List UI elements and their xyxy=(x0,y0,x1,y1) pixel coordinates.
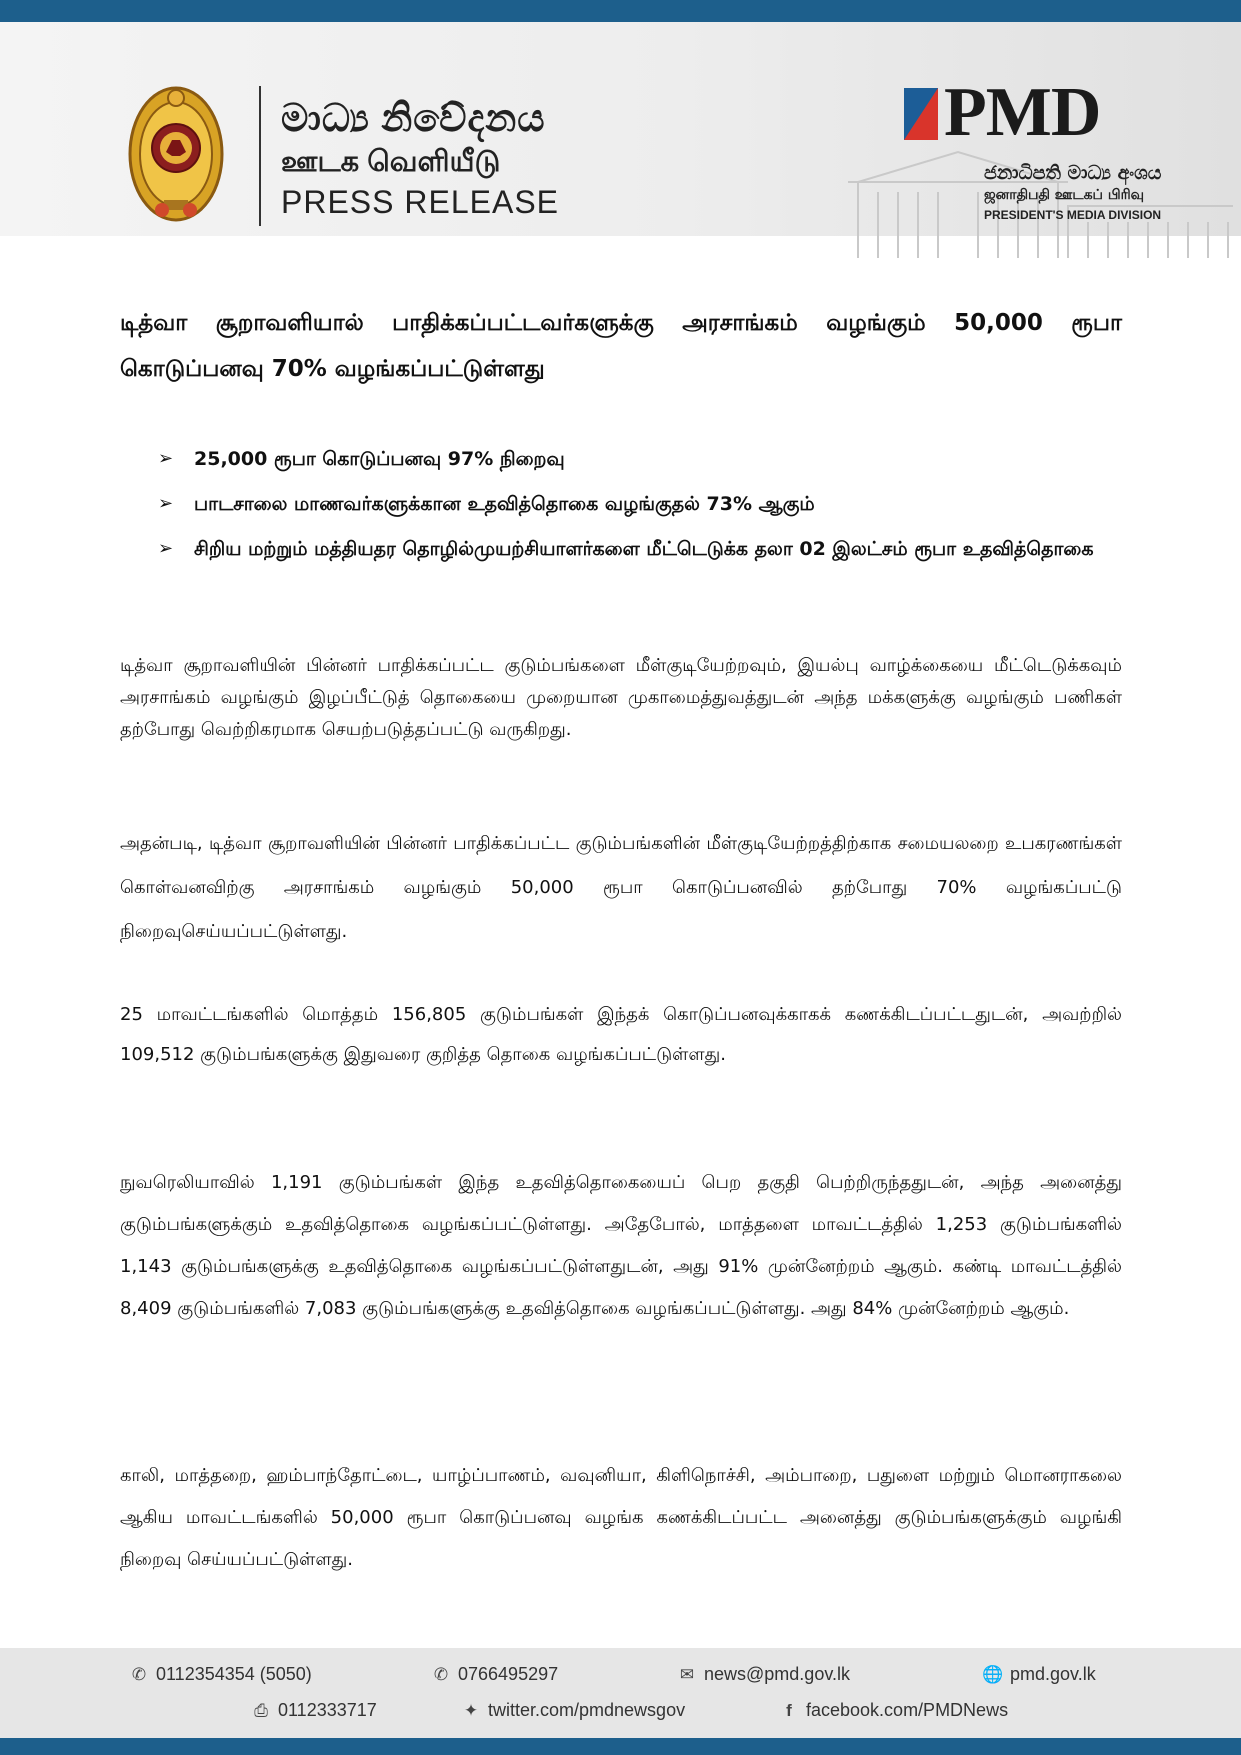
body-paragraph-5: காலி, மாத்தறை, ஹம்பாந்தோட்டை, யாழ்ப்பாணம், வவுனியா, கிளிநொச்சி, அம்பாறை, பதுளை மற்றும் மொனராகலை ஆகிய மாவட்டங்களில் 50,000 ரூபா கொடுப்பனவு வழங்க கணக்கிடப்பட்ட அனைத்து குடும்பங்களுக்கும் வழங்கி நிறைவு செய்யப்பட்டுள்ளது. xyxy=(120,1465,1122,1570)
pmd-english-name: PRESIDENT'S MEDIA DIVISION xyxy=(984,208,1162,222)
bottom-accent-bar xyxy=(0,1738,1241,1755)
globe-icon: 🌐 xyxy=(982,1665,1004,1684)
pmd-sinhala-name: ජනාධිපති මාධ්‍ය අංශය xyxy=(984,162,1162,184)
footer-fax[interactable]: ⎙ 0112333717 xyxy=(250,1700,377,1721)
footer-facebook[interactable]: f facebook.com/PMDNews xyxy=(778,1700,1008,1721)
body-paragraph-2: அதன்படி, டித்வா சூறாவளியின் பின்னர் பாதிக்கப்பட்ட குடும்பங்களின் மீள்குடியேற்றத்திற்காக சமையலறை உபகரணங்கள் கொள்வனவிற்கு அரசாங்கம் வழங்கும் 50,000 ரூபா கொடுப்பனவில் தற்போது 70% வழங்கப்பட்டு நிறைவுசெய்யப்பட்டுள்ளது. xyxy=(120,833,1122,942)
header-divider xyxy=(259,86,261,226)
highlight-item xyxy=(158,485,1122,523)
highlight-text: சிறிய மற்றும் மத்தியதர தொழில்முயற்சியாளர்களை மீட்டெடுக்க தலா 02 இலட்சம் ரூபா உதவித்தொகை xyxy=(194,538,1094,560)
facebook-icon: f xyxy=(786,1701,792,1720)
sri-lanka-emblem-icon xyxy=(126,82,226,226)
highlight-item xyxy=(158,530,1122,568)
arrow-bullet-icon: ➢ xyxy=(158,493,174,514)
envelope-icon: ✉ xyxy=(679,1665,695,1684)
pmd-logo-mark-icon xyxy=(904,88,938,140)
highlight-text: 25,000 ரூபா கொடுப்பனவு 97% நிறைவு xyxy=(194,448,565,470)
pmd-tamil-name: ஜனாதிபதி ஊடகப் பிரிவு xyxy=(984,187,1145,203)
sinhala-title: මාධ්‍ය නිවේදනය xyxy=(281,98,546,140)
arrow-bullet-icon: ➢ xyxy=(158,448,174,469)
press-release-header xyxy=(0,22,1241,236)
body-paragraph-3: 25 மாவட்டங்களில் மொத்தம் 156,805 குடும்பங்கள் இந்தக் கொடுப்பனவுக்காகக் கணக்கிடப்பட்டதுடன், அவற்றில் 109,512 குடும்பங்களுக்கு இதுவரை குறித்த தொகை வழங்கப்பட்டுள்ளது. xyxy=(120,1004,1122,1065)
arrow-bullet-icon: ➢ xyxy=(158,538,174,559)
highlights-list xyxy=(158,440,1122,575)
footer-phone-1[interactable]: ✆ 0112354354 (5050) xyxy=(128,1664,312,1685)
tamil-title: ஊடக வெளியீடு xyxy=(281,146,501,178)
twitter-icon: ✦ xyxy=(463,1701,479,1720)
body-paragraph-4: நுவரெலியாவில் 1,191 குடும்பங்கள் இந்த உதவித்தொகையைப் பெற தகுதி பெற்றிருந்ததுடன், அந்த அனைத்து குடும்பங்களுக்கும் உதவித்தொகை வழங்கப்பட்டுள்ளது. அதேபோல், மாத்தளை மாவட்டத்தில் 1,253 குடும்பங்களில் 1,143 குடும்பங்களுக்கு உதவித்தொகை வழங்கப்பட்டுள்ளதுடன், அது 91% முன்னேற்றம் ஆகும். கண்டி மாவட்டத்தில் 8,409 குடும்பங்களில் 7,083 குடும்பங்களுக்கு உதவித்தொகை வழங்கப்பட்டுள்ளது. அது 84% முன்னேற்றம் ஆகும். xyxy=(120,1172,1122,1319)
footer-website[interactable]: 🌐 pmd.gov.lk xyxy=(982,1664,1096,1684)
press-release-title: டித்வா சூறாவளியால் பாதிக்கப்பட்டவர்களுக்கு அரசாங்கம் வழங்கும் 50,000 ரூபா கொடுப்பனவு 70% வழங்கப்பட்டுள்ளது xyxy=(120,310,1122,382)
phone-icon: ✆ xyxy=(433,1665,449,1684)
footer-twitter[interactable]: ✦ twitter.com/pmdnewsgov xyxy=(460,1700,685,1721)
contact-footer xyxy=(0,1648,1241,1738)
english-title: PRESS RELEASE xyxy=(281,184,559,220)
footer-email[interactable]: ✉ news@pmd.gov.lk xyxy=(676,1664,850,1685)
highlight-item xyxy=(158,440,1122,478)
highlight-text: பாடசாலை மாணவர்களுக்கான உதவித்தொகை வழங்குதல் 73% ஆகும் xyxy=(194,493,815,515)
pmd-logo-text: PMD xyxy=(944,74,1101,151)
footer-phone-2[interactable]: ✆ 0766495297 xyxy=(430,1664,558,1685)
fax-icon: ⎙ xyxy=(254,1701,268,1720)
body-paragraph-1: டித்வா சூறாவளியின் பின்னர் பாதிக்கப்பட்ட குடும்பங்களை மீள்குடியேற்றவும், இயல்பு வாழ்க்கையை மீட்டெடுக்கவும் அரசாங்கம் வழங்கும் இழப்பீட்டுத் தொகையை முறையான முகாமைத்துவத்துடன் அந்த மக்களுக்கு வழங்கும் பணிகள் தற்போது வெற்றிகரமாக செயற்படுத்தப்பட்டு வருகிறது. xyxy=(120,655,1122,740)
phone-icon: ✆ xyxy=(131,1665,147,1684)
top-accent-bar xyxy=(0,0,1241,22)
